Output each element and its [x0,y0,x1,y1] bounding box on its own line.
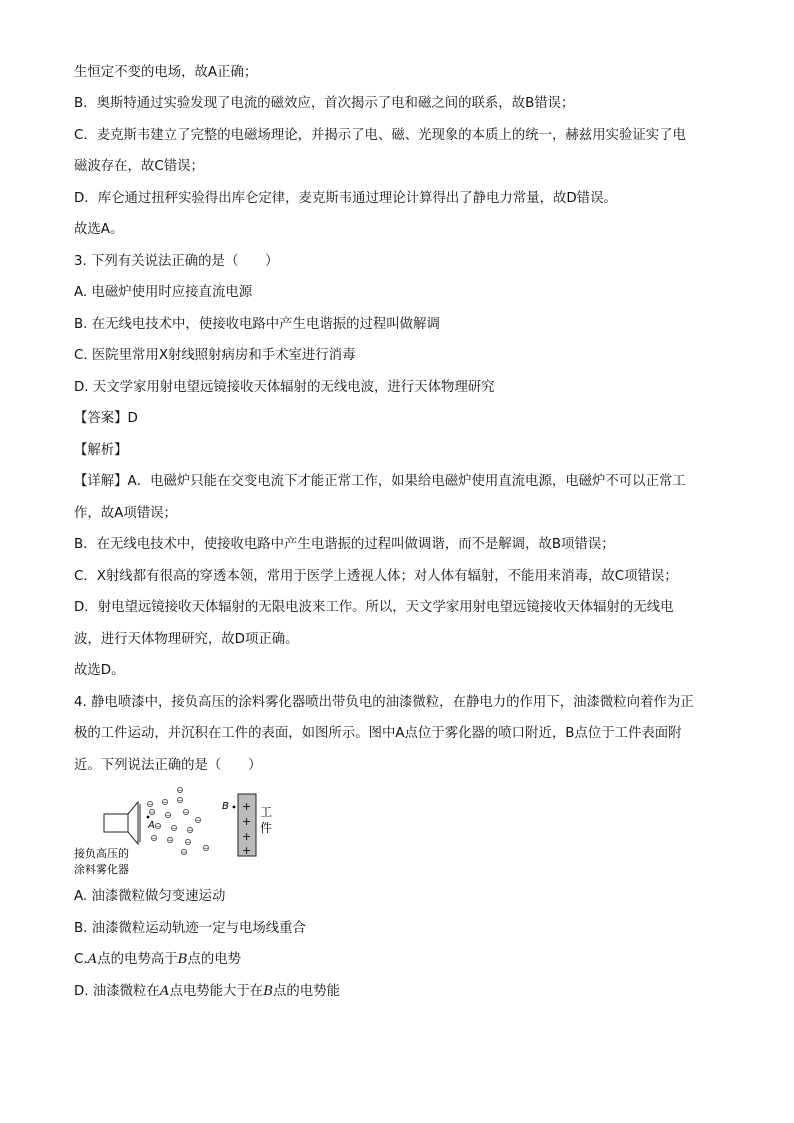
minus-sign: − [183,809,189,817]
text-line: B．在无线电技术中，使接收电路中产生电谐振的过程叫做调谐，而不是解调，故B项错误； [74,537,615,552]
question-stem: 4. 静电喷漆中，接负高压的涂料雾化器喷出带负电的油漆微粒，在静电力的作用下，油漆微粒向着作为正 [74,695,694,710]
minus-sign: − [185,839,191,847]
electrostatic-spray-figure [70,782,290,882]
text-line: C．麦克斯韦建立了完整的电磁场理论，并揭示了电、磁、光现象的本质上的统一，赫兹用实验证实了电 [74,128,686,143]
option-a: A. 油漆微粒做匀变速运动 [74,889,226,904]
point-b-label: B [222,801,229,812]
text-line: 故选D。 [74,663,125,678]
minus-sign: − [155,823,161,831]
minus-sign: − [151,835,157,843]
text-line: 【详解】A．电磁炉只能在交变电流下才能正常工作，如果给电磁炉使用直流电源，电磁炉不可以正常工 [74,474,686,489]
option-d-suffix: 点的电势能 [273,984,340,999]
option-c-prefix: C. [74,952,88,967]
minus-sign: − [195,817,201,825]
sprayer-nozzle [128,802,138,844]
text-line: 近。下列说法正确的是（ ） [74,758,262,773]
point-b-dot [233,806,236,809]
point-a-ref: A [159,984,170,999]
minus-sign: − [162,799,168,807]
point-b-ref: B [263,984,274,999]
minus-sign: − [203,845,209,853]
option-a: A. 电磁炉使用时应接直流电源 [74,285,253,300]
question-stem: 3. 下列有关说法正确的是（ ） [74,254,279,269]
minus-sign: − [171,825,177,833]
point-a-ref: A [87,952,98,967]
minus-sign: − [167,837,173,845]
text-line: 极的工件运动，并沉积在工件的表面，如图所示。图中A点位于雾化器的喷口附近，B点位于工件表面附 [74,726,682,741]
option-d-prefix: D. 油漆微粒在 [74,984,160,999]
oil-particles [147,787,208,856]
option-c-mid: 点的电势高于 [97,952,178,967]
minus-sign: − [187,827,193,835]
option-c [74,951,241,969]
option-d-mid: 点电势能大于在 [169,984,264,999]
option-c-suffix: 点的电势 [187,952,242,967]
point-a-label: A [148,820,155,831]
text-line: 作，故A项错误； [74,506,177,521]
sprayer-label: 接负高压的 [74,847,129,860]
plus-sign: + [242,830,252,843]
option-b: B. 油漆微粒运动轨迹一定与电场线重合 [74,921,306,936]
plus-sign: + [242,844,252,857]
plus-sign: + [242,815,252,828]
analysis-label: 【解析】 [74,443,128,458]
workpiece-label: 工 [260,805,273,819]
option-c: C. 医院里常用X射线照射病房和手术室进行消毒 [74,348,356,363]
minus-sign: − [177,787,183,795]
minus-sign: − [177,797,183,805]
sprayer-label: 涂料雾化器 [74,863,129,876]
text-line: 生恒定不变的电场，故A正确； [74,65,258,80]
text-line: 故选A。 [74,222,124,237]
text-line: B．奥斯特通过实验发现了电流的磁效应，首次揭示了电和磁之间的联系，故B错误； [74,96,575,111]
minus-sign: − [181,849,187,857]
text-line: C．X射线都有很高的穿透本领，常用于医学上透视人体；对人体有辐射，不能用来消毒，故C项错误； [74,569,678,584]
text-line: D．射电望远镜接收天体辐射的无限电波来工作。所以，天文学家用射电望远镜接收天体辐射的无线电 [74,600,674,615]
minus-sign: − [149,809,155,817]
workpiece-label: 件 [260,821,273,835]
plus-sign: + [242,800,252,813]
text-line: D．库仑通过扭秤实验得出库仑定律，麦克斯韦通过理论计算得出了静电力常量，故D错误。 [74,191,617,206]
minus-sign: − [147,801,153,809]
text-line: 磁波存在，故C错误； [74,159,204,174]
answer-label: 【答案】D [74,411,138,426]
option-b: B. 在无线电技术中，使接收电路中产生电谐振的过程叫做解调 [74,317,440,332]
minus-sign: − [165,812,171,820]
text-line: 波，进行天体物理研究，故D项正确。 [74,632,299,647]
sprayer-body [104,814,128,832]
point-b-ref: B [177,952,188,967]
option-d [74,983,340,1001]
option-d: D. 天文学家用射电望远镜接收天体辐射的无线电波，进行天体物理研究 [74,380,495,395]
